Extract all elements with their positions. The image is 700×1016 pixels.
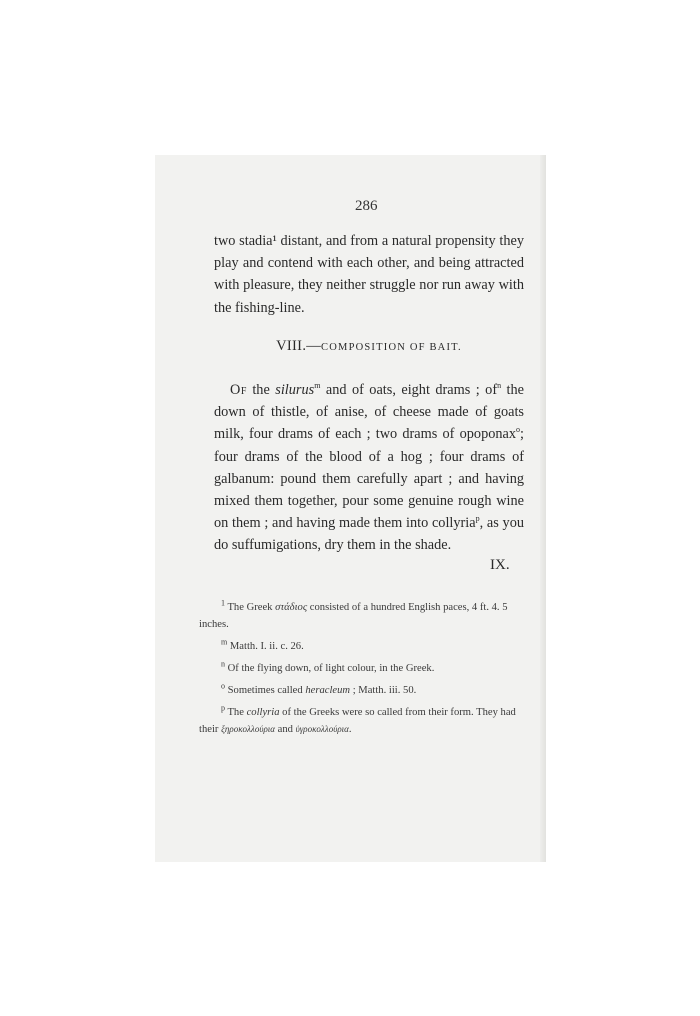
footnote-m-mark: m (221, 637, 228, 647)
footnote-p-mark: p (221, 703, 225, 713)
catchword: IX. (490, 557, 510, 573)
footnote-p (199, 704, 525, 738)
footnotes (199, 599, 525, 743)
footnote-mark-p: p (475, 514, 480, 524)
footnote-mark-o: o (516, 425, 521, 435)
text-run: ; Matth. iii. 50. (350, 685, 417, 696)
footnote-m (199, 638, 525, 655)
text-run: of the Greeks were so called from their form. They had their (199, 707, 516, 735)
text-run: consisted of a hundred English paces, 4 ft. 4. 5 inches. (199, 602, 508, 630)
italic-silurus: silurus (275, 382, 315, 398)
footnote-n-mark: n (221, 659, 225, 669)
section-numeral: VIII.— (276, 338, 322, 354)
footnote-1-mark: 1 (221, 598, 225, 608)
page-edge-shadow (540, 155, 546, 862)
greek-word: ξηροκολλούρια (221, 724, 275, 734)
text-run: . (348, 724, 352, 735)
greek-word: ὑγροκολλούρια (295, 724, 349, 734)
italic-collyria: collyria (246, 707, 280, 718)
text-run: and (275, 724, 296, 735)
italic-heracleum: heracleum (305, 685, 351, 696)
text-run: the (246, 382, 276, 398)
text-run: ; four drams of the blood of a hog ; four drams of galbanum: pound them carefully apart ; and having mixed them together, pour some genuine rough wine on them ; and having made them into collyria (214, 426, 524, 532)
text-run: Sometimes called (225, 685, 306, 696)
text-run: The (225, 707, 247, 718)
footnote-o (199, 682, 525, 699)
footnote-n (199, 660, 525, 677)
section-title: COMPOSITION OF BAIT. (321, 342, 462, 353)
text-run: the down of thistle, of anise, of cheese made of goats milk, four drams of each ; two drams of opoponax (214, 382, 524, 443)
footnote-mark-m: m (314, 381, 321, 391)
page-number: 286 (355, 198, 378, 214)
drop-cap: Of (230, 382, 247, 398)
text-run: Matth. I. ii. c. 26. (227, 641, 304, 652)
text-run: and of oats, eight drams ; of (320, 382, 498, 398)
footnote-1 (199, 599, 525, 633)
text-run: Of the flying down, of light colour, in the Greek. (225, 663, 435, 674)
footnote-o-mark: o (221, 681, 225, 691)
greek-word: στάδιος (275, 602, 308, 613)
text-run: The Greek (225, 602, 276, 613)
paragraph-bait-recipe (214, 379, 524, 557)
section-heading (214, 338, 524, 355)
footnote-mark-n: n (497, 381, 502, 391)
paragraph-continuation: two stadia¹ distant, and from a natural propensity they play and contend with each other, and being attracted with pleasure, they neither struggle nor run away with the fishing-line. (214, 233, 524, 316)
text-run: , as you do suffumigations, dry them in the shade. (214, 515, 524, 554)
